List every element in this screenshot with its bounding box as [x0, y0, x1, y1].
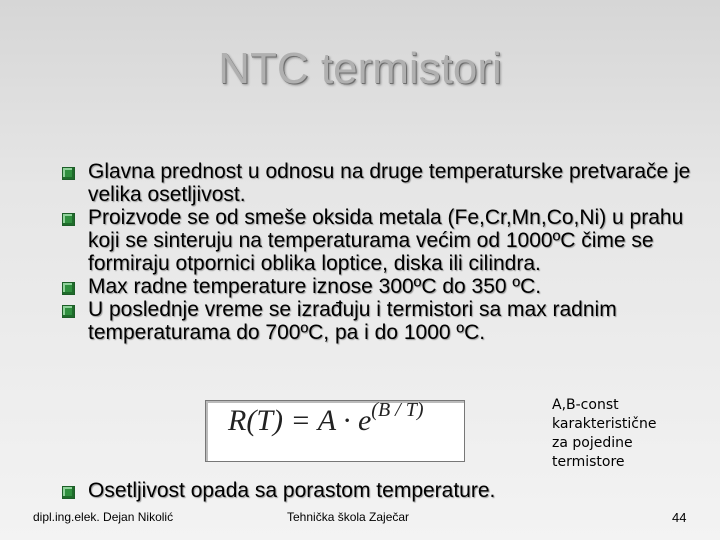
square-bullet-icon	[62, 213, 75, 226]
formula-exponent: (B / T)	[371, 399, 424, 421]
note-line: A,B-const	[552, 397, 619, 413]
bullet-text: Proizvode se od smeše oksida metala (Fe,Cr,Mn,Co,Ni) u prahu koji se sinteruju na temperaturama većim od 1000ºC čime se formiraju otpornici oblika loptice, diska ili cilindra.	[88, 206, 684, 275]
bullet-text: Osetljivost opada sa porastom temperature.	[88, 479, 496, 502]
footer-author: dipl.ing.elek. Dejan Nikolić	[33, 510, 174, 524]
constants-note	[552, 396, 702, 472]
square-bullet-icon	[62, 167, 75, 180]
square-bullet-icon	[62, 282, 75, 295]
bullet-item	[62, 206, 702, 275]
note-line: za pojedine	[552, 435, 633, 451]
slide-title: NTC termistori	[218, 44, 502, 93]
bullet-item	[62, 479, 688, 502]
bullet-item	[62, 298, 702, 344]
note-line: termistore	[552, 454, 625, 470]
bullet-text: Glavna prednost u odnosu na druge temperaturske pretvarače je velika osetljivost.	[88, 160, 691, 206]
bullet-text: U poslednje vreme se izrađuju i termistori sa max radnim temperaturama do 700ºC, pa i do 1000 ºC.	[88, 298, 617, 344]
bullet-list	[62, 160, 702, 344]
bullet-text: Max radne temperature iznose 300ºC do 350 ºC.	[88, 275, 542, 298]
bullet-item	[62, 160, 702, 206]
footer-school: Tehnička škola Zaječar	[287, 510, 410, 524]
formula	[228, 399, 424, 438]
square-bullet-icon	[62, 305, 75, 318]
bullet-item	[62, 275, 702, 298]
formula-main: R(T) = A · e	[228, 404, 372, 437]
page-number: 44	[672, 510, 687, 525]
square-bullet-icon	[62, 486, 75, 499]
note-line: karakteristične	[552, 416, 657, 432]
